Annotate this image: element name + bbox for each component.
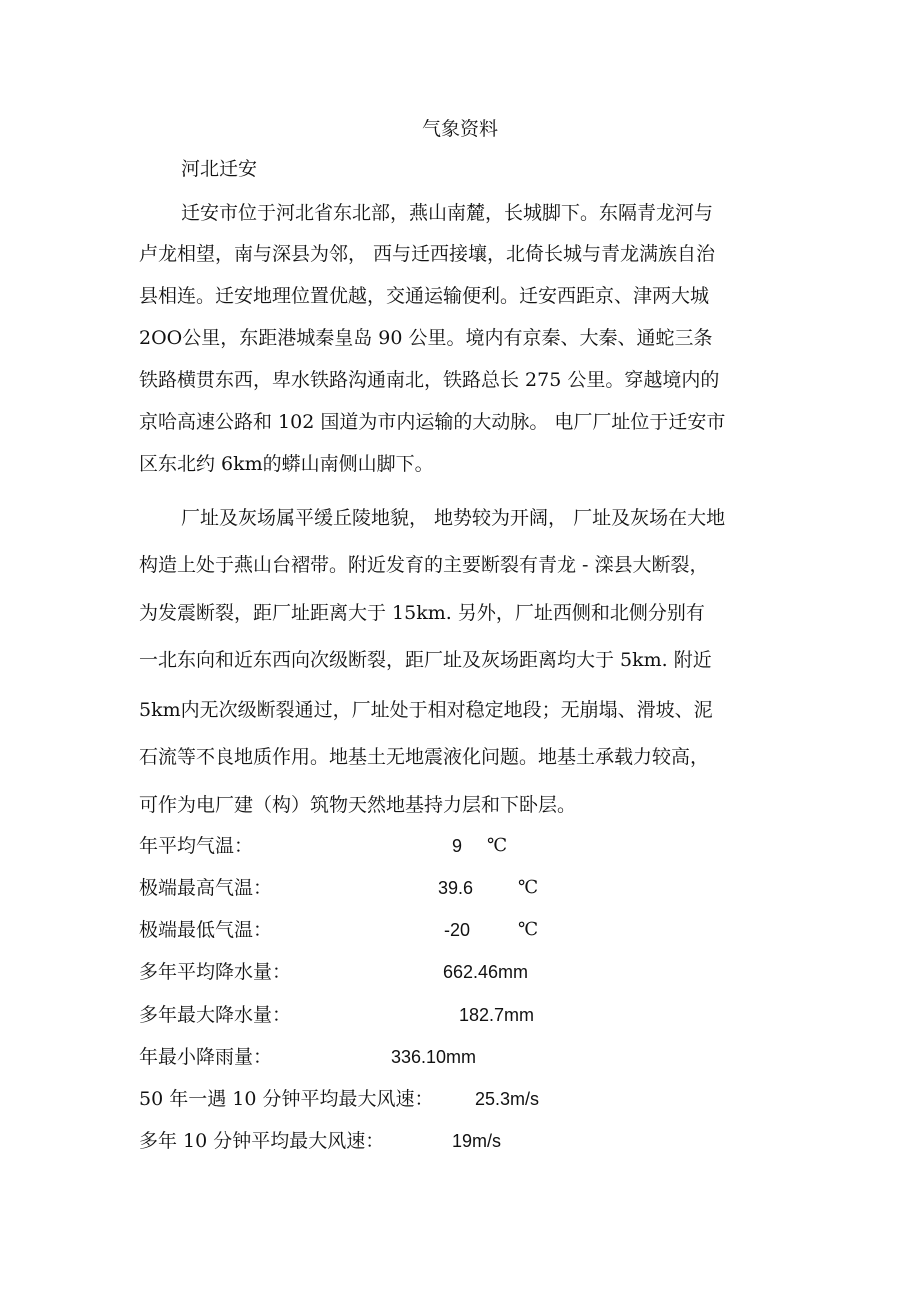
stat-unit-min-temp: ℃ <box>518 919 539 940</box>
para1-line-3: 县相连。迁安地理位置优越，交通运输便利。迁安西距京、津两大城 <box>139 285 710 307</box>
para2-line-5: 5km内无次级断裂通过，厂址处于相对稳定地段；无崩塌、滑坡、泥 <box>139 699 713 721</box>
para2-line-6: 石流等不良地质作用。地基土无地震液化问题。地基土承载力较高， <box>139 746 710 768</box>
para1-line-2: 卢龙相望，南与深县为邻， 西与迁西接壤，北倚长城与青龙满族自治 <box>139 243 716 265</box>
stat-label-avg-temp: 年平均气温： <box>139 835 254 857</box>
para2-line-4: 一北东向和近东西向次级断裂，距厂址及灰场距离均大于 5km. 附近 <box>139 649 712 671</box>
stat-unit-avg-temp: ℃ <box>487 835 508 856</box>
stat-value-avg-temp: 9 <box>452 836 463 856</box>
stat-value-min-temp: -20 <box>444 920 471 940</box>
stat-value-avg-precip: 662.46mm <box>443 962 529 982</box>
para1-line-7: 区东北约 6km的蟒山南侧山脚下。 <box>139 453 434 475</box>
stat-label-avg-precip: 多年平均降水量： <box>139 961 292 983</box>
stat-label-wind-50yr: 50 年一遇 10 分钟平均最大风速： <box>139 1088 434 1110</box>
stat-value-min-rain: 336.10mm <box>391 1047 477 1067</box>
page-title: 气象资料 <box>421 118 498 140</box>
stat-value-wind-50yr: 25.3m/s <box>475 1089 540 1109</box>
stat-label-max-precip: 多年最大降水量： <box>139 1004 292 1026</box>
para2-line-3: 为发震断裂，距厂址距离大于 15km. 另外，厂址西侧和北侧分别有 <box>139 602 705 624</box>
stat-value-max-temp: 39.6 <box>438 878 474 898</box>
stat-value-wind-avg: 19m/s <box>452 1131 502 1151</box>
stat-label-min-rain: 年最小降雨量： <box>139 1046 273 1068</box>
para2-line-1: 厂址及灰场属平缓丘陵地貌， 地势较为开阔， 厂址及灰场在大地 <box>181 507 726 529</box>
stat-label-max-temp: 极端最高气温： <box>139 877 273 899</box>
para1-line-4: 2OO公里，东距港城秦皇岛 90 公里。境内有京秦、大秦、通蛇三条 <box>139 327 713 349</box>
para2-line-2: 构造上处于燕山台褶带。附近发育的主要断裂有青龙 - 滦县大断裂， <box>139 554 709 576</box>
para2-line-7: 可作为电厂建（构）筑物天然地基持力层和下卧层。 <box>139 794 577 816</box>
para1-line-5: 铁路横贯东西，卑水铁路沟通南北，铁路总长 275 公里。穿越境内的 <box>139 369 720 391</box>
stat-unit-max-temp: ℃ <box>518 877 539 898</box>
para1-line-1: 迁安市位于河北省东北部，燕山南麓，长城脚下。东隔青龙河与 <box>181 202 714 224</box>
para1-line-6: 京哈高速公路和 102 国道为市内运输的大动脉。 电厂厂址位于迁安市 <box>139 411 726 433</box>
location-heading: 河北迁安 <box>181 158 258 180</box>
stat-value-max-precip: 182.7mm <box>459 1005 535 1025</box>
stat-label-min-temp: 极端最低气温： <box>139 919 273 941</box>
stat-label-wind-avg: 多年 10 分钟平均最大风速： <box>139 1130 385 1152</box>
